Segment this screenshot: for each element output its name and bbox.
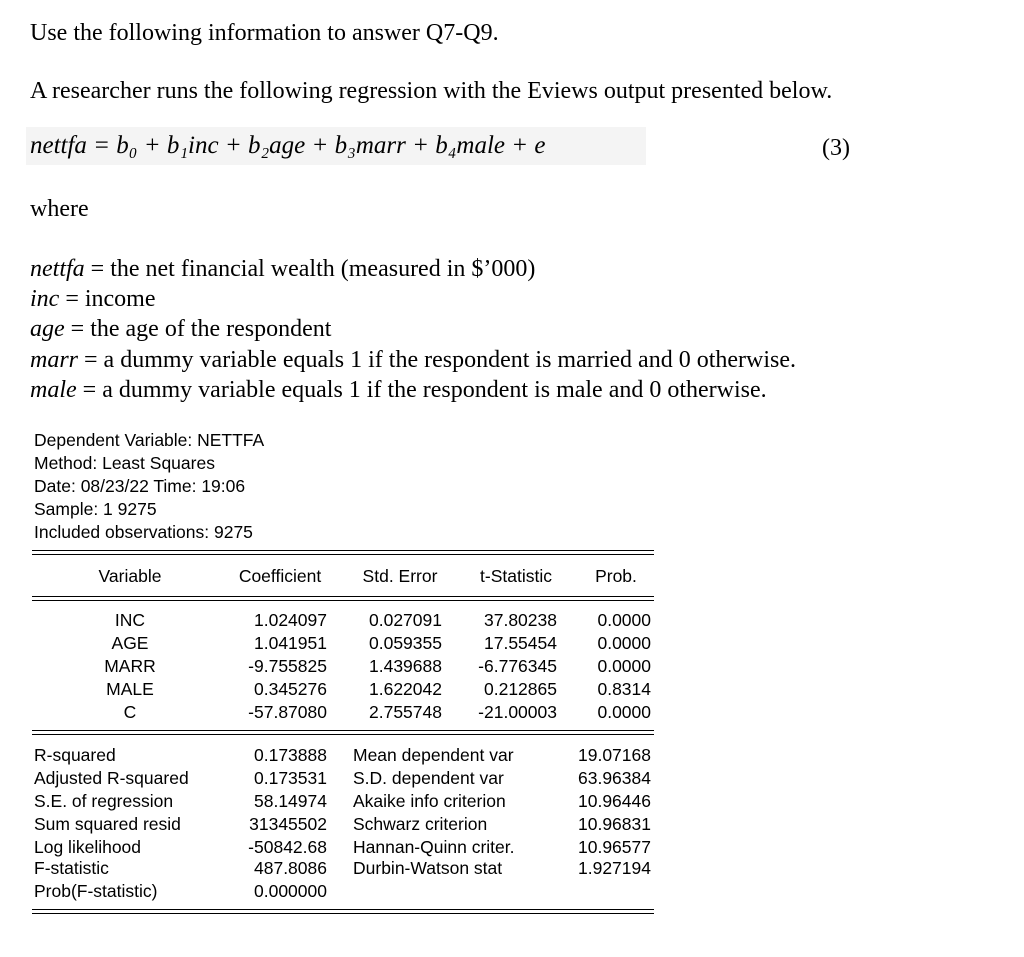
stat-value: 487.8086: [254, 858, 327, 878]
coefficient: 1.041951: [254, 633, 327, 653]
stat-value: 10.96577: [578, 837, 651, 857]
definition-male: male = a dummy variable equals 1 if the respondent is male and 0 otherwise.: [30, 377, 767, 403]
equation-number: (3): [822, 135, 850, 161]
definition-marr: marr = a dummy variable equals 1 if the respondent is married and 0 otherwise.: [30, 347, 797, 373]
stat-label: F-statistic: [34, 858, 109, 878]
stat-label: Hannan-Quinn criter.: [353, 837, 515, 857]
header-sample: Sample: 1 9275: [34, 499, 157, 519]
stat-value: -50842.68: [248, 837, 327, 857]
rule: [32, 596, 654, 597]
variable-name: MALE: [106, 679, 154, 699]
col-std-error: Std. Error: [362, 566, 438, 586]
col-prob: Prob.: [595, 566, 637, 586]
stat-label: S.E. of regression: [34, 791, 174, 811]
std-error: 0.027091: [369, 610, 442, 630]
coefficient: -57.87080: [248, 702, 327, 722]
header-date-time: Date: 08/23/22 Time: 19:06: [34, 476, 246, 496]
rule: [32, 909, 654, 910]
variable-name: AGE: [111, 633, 149, 653]
rule: [32, 913, 654, 914]
prob: 0.0000: [597, 656, 651, 676]
stat-value: 63.96384: [578, 768, 651, 788]
definition-nettfa: nettfa = the net financial wealth (measured in $’000): [30, 256, 536, 282]
variable-name: C: [123, 702, 137, 722]
stat-label: Log likelihood: [34, 837, 142, 857]
stat-label: R-squared: [34, 745, 116, 765]
std-error: 2.755748: [369, 702, 442, 722]
stat-label: Akaike info criterion: [353, 791, 506, 811]
rule: [32, 554, 654, 555]
t-statistic: 37.80238: [484, 610, 557, 630]
stat-value: 10.96831: [578, 814, 651, 834]
stat-value: 0.173531: [254, 768, 327, 788]
rule: [32, 550, 654, 551]
stat-label: Prob(F-statistic): [34, 881, 158, 901]
definition-inc: inc = income: [30, 286, 156, 312]
stat-label: Durbin-Watson stat: [353, 858, 503, 878]
stat-value: 0.173888: [254, 745, 327, 765]
stat-label: Sum squared resid: [34, 814, 181, 834]
t-statistic: 0.212865: [484, 679, 557, 699]
stat-label: Mean dependent var: [353, 745, 514, 765]
stat-label: S.D. dependent var: [353, 768, 504, 788]
definition-age: age = the age of the respondent: [30, 316, 332, 342]
variable-name: MARR: [104, 656, 156, 676]
prob: 0.0000: [597, 610, 651, 630]
t-statistic: -21.00003: [478, 702, 557, 722]
col-t-statistic: t-Statistic: [480, 566, 552, 586]
stat-label: Schwarz criterion: [353, 814, 488, 834]
stat-value: 0.000000: [254, 881, 327, 901]
stat-value: 19.07168: [578, 745, 651, 765]
stat-value: 10.96446: [578, 791, 651, 811]
std-error: 1.439688: [369, 656, 442, 676]
stat-label: Adjusted R-squared: [34, 768, 189, 788]
variable-name: INC: [114, 610, 146, 630]
col-variable: Variable: [98, 566, 162, 586]
where-label: where: [30, 196, 89, 222]
std-error: 0.059355: [369, 633, 442, 653]
rule: [32, 730, 654, 731]
header-observations: Included observations: 9275: [34, 522, 253, 542]
t-statistic: 17.55454: [484, 633, 557, 653]
intro-text: Use the following information to answer Q7-Q9.: [30, 20, 499, 46]
std-error: 1.622042: [369, 679, 442, 699]
prob: 0.0000: [597, 702, 651, 722]
stat-value: 58.14974: [254, 791, 327, 811]
coefficient: 1.024097: [254, 610, 327, 630]
header-dependent-variable: Dependent Variable: NETTFA: [34, 430, 265, 450]
coefficient: -9.755825: [248, 656, 327, 676]
stat-value: 31345502: [249, 814, 327, 834]
rule: [32, 734, 654, 735]
prob: 0.0000: [597, 633, 651, 653]
rule: [32, 600, 654, 601]
regression-equation: nettfa = b₀ + b₁inc + b₂age + b₃marr + b₄male + e: [26, 127, 646, 165]
lead-text: A researcher runs the following regression with the Eviews output presented below.: [30, 78, 833, 104]
col-coefficient: Coefficient: [238, 566, 322, 586]
header-method: Method: Least Squares: [34, 453, 215, 473]
coefficient: 0.345276: [254, 679, 327, 699]
prob: 0.8314: [597, 679, 651, 699]
stat-value: 1.927194: [578, 858, 651, 878]
t-statistic: -6.776345: [478, 656, 557, 676]
